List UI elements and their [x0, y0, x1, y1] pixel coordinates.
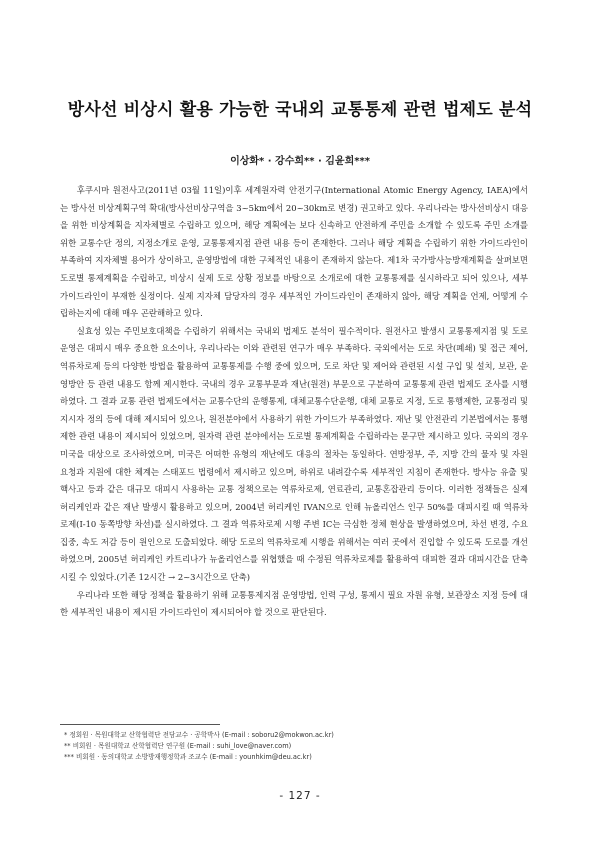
page-number: - 127 -	[279, 790, 321, 802]
footnotes	[64, 730, 528, 763]
paragraph-1: 후쿠시마 원전사고(2011년 03월 11일)이후 세계원자력 안전기구(International Atomic Energy Agency, IAEA)에서는 방사선 비상계획구역 확대(방사선비상구역을 3~5km에서 20~30km로 변경) 권고하고 있다. 우리나라는 방사선비상시 대응을 위한 비상계획을 지자체별로 수립하고 있으며, 해당 계획에는 보다 신속하고 안전하게 주민을 소개할 수 있도록 주민 소개를 위한 교통수단 정의, 지정소개로 운영, 교통통제지점 관련 내용 등이 존재한다. 그러나 해당 계획을 수립하기 위한 가이드라인이 부족하여 지자체별 용어가 상이하고, 운영방법에 대한 구체적인 내용이 존재하지 않는다. 제1차 국가방사능방재계획을 살펴보면 도로별 통제계획을 수립하고, 비상시 실제 도로 상황 정보를 바탕으로 소개로에 대한 교통통제를 실시하라고 되어 있으나, 세부 가이드라인이 부재한 실정이다. 실제 지자체 담당자의 경우 세부적인 가이드라인이 존재하지 않아, 해당 계획을 언제, 어떻게 수립하는지에 대해 매우 곤란해하고 있다.	[60, 185, 528, 319]
paragraph-3: 우리나라 또한 해당 정책을 활용하기 위해 교통통제지점 운영방법, 인력 구성, 통제시 필요 자원 유형, 보관장소 지정 등에 대한 세부적인 내용이 제시된 가이드라인이 제시되어야 할 것으로 판단된다.	[60, 589, 528, 618]
abstract-body	[60, 182, 528, 622]
footnote-author-1: * 정회원 · 목원대학교 산학협력단 전담교수 · 공학박사 (E-mail : soboru2@mokwon.ac.kr)	[64, 731, 334, 739]
paragraph-2: 실효성 있는 주민보호대책을 수립하기 위해서는 국내외 법제도 분석이 필수적이다. 원전사고 발생시 교통통제지점 및 도로 운영은 대피시 매우 중요한 요소이나, 우리나라는 이와 관련된 연구가 매우 부족하다. 국외에서는 도로 차단(폐쇄) 및 접근 제어, 역류차로제 등의 다양한 방법을 활용하여 교통통제를 수행 중에 있으며, 도로 차단 및 제어와 관련된 시설 구입 및 설치, 보관, 운영방안 등 관련 내용도 함께 제시한다. 국내의 경우 교통부문과 재난(원전) 부문으로 구분하여 교통통제 관련 법제도 조사를 시행하였다. 그 결과 교통 관련 법제도에서는 교통수단의 운행통제, 대체교통수단운행, 대체 교통로 지정, 도로 통행제한, 교통정리 및 지시자 정의 등에 대해 제시되어 있으나, 원전분야에서 사용하기 위한 가이드가 부족하였다. 재난 및 안전관리 기본법에서는 통행제한 관련 내용이 제시되어 있었으며, 원자력 관련 분야에서는 도로별 통제계획을 수립하라는 문구만 제시하고 있다. 국외의 경우 미국을 대상으로 조사하였으며, 미국은 어떠한 유형의 재난에도 대응의 절차는 동일하다. 연방정부, 주, 지방 간의 물자 및 자원 요청과 지원에 대한 체계는 스태포드 법령에서 제시하고 있으며, 하위로 내려갈수록 세부적인 지침이 존재한다. 방사능 유출 및 핵사고 등과 같은 대규모 대피시 사용하는 교통 정책으로는 역류차로제, 연료관리, 교통혼잡관리 등이다. 이러한 정책들은 실제 허리케인과 같은 재난 발생시 활용하고 있으며, 2004년 허리케인 IVAN으로 인해 뉴올리언스 인구 50%를 대피시킬 때 역류차로제(I-10 동쪽방향 차선)를 실시하였다. 그 결과 역류차로제 시행 주변 IC는 극심한 정체 현상을 발생하였으며, 차선 변경, 수요 집중, 속도 저감 등이 원인으로 도출되었다. 해당 도로의 역류차로제 시행을 위해서는 여러 곳에서 진입할 수 있도록 도로를 개선하였으며, 2005년 허리케인 카트리나가 뉴올리언스를 위협했을 때 수정된 역류차로제를 활용하여 대피한 결과 대피시간을 단축시킬 수 있었다.(기존 12시간 → 2~3시간으로 단축)	[60, 325, 528, 583]
footnote-author-3: *** 비회원 · 동의대학교 소방방재행정학과 조교수 (E-mail : younhkim@deu.ac.kr)	[64, 753, 312, 761]
author-list: 이상화* · 강수희** · 김윤희***	[230, 156, 370, 167]
footnote-divider	[60, 724, 220, 725]
footnote-author-2: ** 비회원 · 목원대학교 산학협력단 연구원 (E-mail : suhi_love@naver.com)	[64, 742, 292, 750]
paper-title: 방사선 비상시 활용 가능한 국내외 교통통제 관련 법제도 분석	[67, 100, 533, 120]
